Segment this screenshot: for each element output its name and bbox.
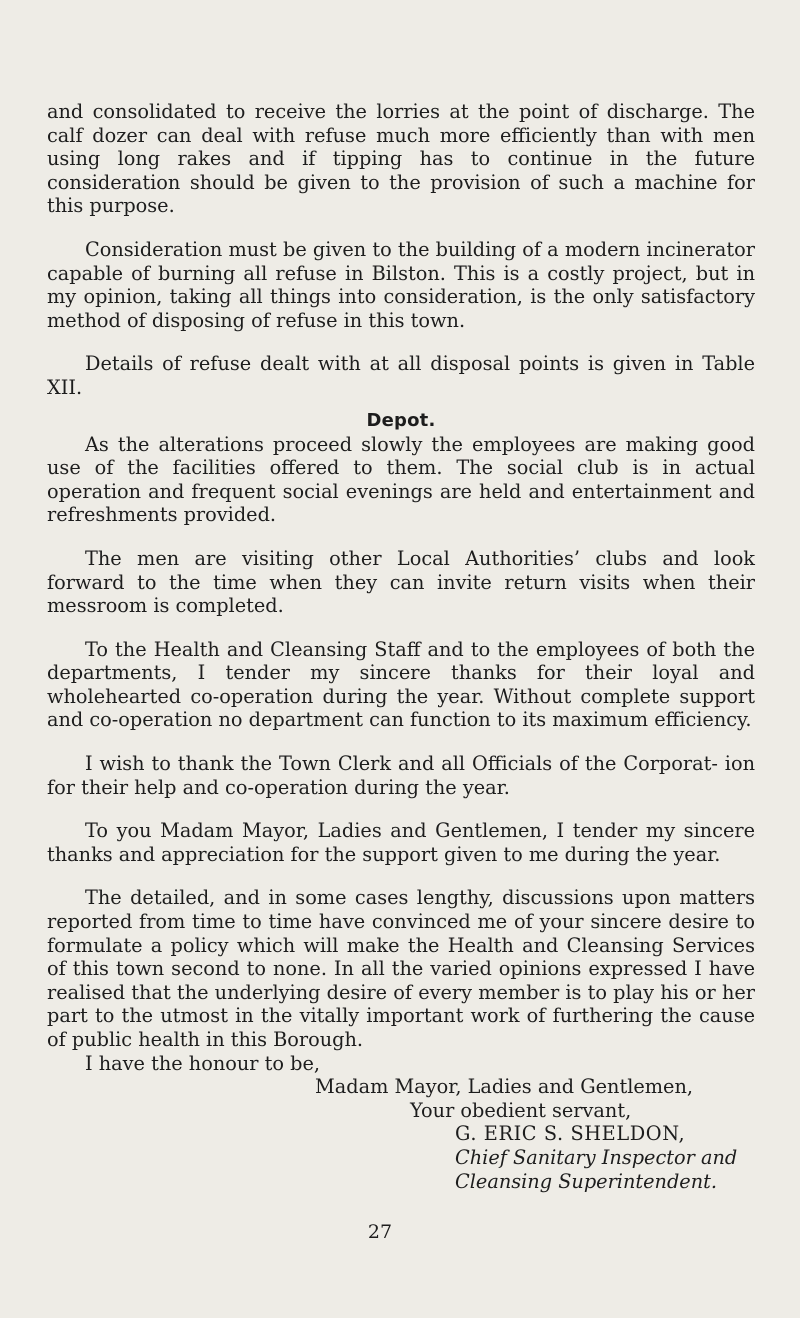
page-body	[47, 100, 755, 1193]
signature-block	[47, 1052, 755, 1194]
paragraph-alterations: As the alterations proceed slowly the employees are making good use of the facilities offered to them. The social club is in actual operation and frequent social evenings are held and entertainment and refreshments provided.	[47, 432, 755, 527]
paragraph-refuse-details: Details of refuse dealt with at all disposal points is given in Table XII.	[47, 352, 755, 399]
page-number-text: 27	[367, 1221, 393, 1243]
paragraph-thanks-staff: To the Health and Cleansing Staff and to the employees of both the departments, I tender my sincere thanks for their loyal and wholehearted co-operation during the year. Without complete support and co-operation no department can function to its maximum efficiency.	[47, 637, 755, 732]
paragraph-thanks-town-clerk: I wish to thank the Town Clerk and all Officials of the Corporat- ion for their help and co-operation during the year.	[47, 752, 755, 799]
signatory-title-line-2: Cleansing Superintendent.	[455, 1169, 718, 1193]
closing-line: I have the honour to be,	[85, 1051, 320, 1075]
page-number	[0, 1221, 800, 1243]
signatory-title-line-1: Chief Sanitary Inspector and	[455, 1145, 738, 1169]
paragraph-discussions: The detailed, and in some cases lengthy, discussions upon matters reported from time to time have convinced me of your sincere desire to formulate a policy which will make the Health and Cleansing Services of this town second to none. In all the varied opinions expressed I have realised that the underlying desire of every member is to play his or her part to the utmost in the vitally important work of furthering the cause of public health in this Borough.	[47, 886, 755, 1051]
section-heading-depot: Depot.	[366, 409, 436, 431]
paragraph-incinerator: Consideration must be given to the building of a modern incinerator capable of burning all refuse in Bilston. This is a costly project, but in my opinion, taking all things into consideration, is the only satisfactory method of disposing of refuse in this town.	[47, 237, 755, 332]
salutation-line: Madam Mayor, Ladies and Gentlemen,	[315, 1075, 694, 1099]
paragraph-visiting-clubs: The men are visiting other Local Authorities’ clubs and look forward to the time when they can invite return visits when their messroom is completed.	[47, 546, 755, 618]
signatory-name: G. ERIC S. SHELDON,	[455, 1122, 686, 1146]
paragraph-continuation: and consolidated to receive the lorries at the point of discharge. The calf dozer can deal with refuse much more efficiently than with men using long rakes and if tipping has to continue in the future consideration should be given to the provision of such a machine for this purpose.	[47, 100, 755, 218]
paragraph-thanks-mayor: To you Madam Mayor, Ladies and Gentlemen, I tender my sincere thanks and appreciation for the support given to me during the year.	[47, 819, 755, 866]
valediction-line: Your obedient servant,	[410, 1098, 632, 1122]
